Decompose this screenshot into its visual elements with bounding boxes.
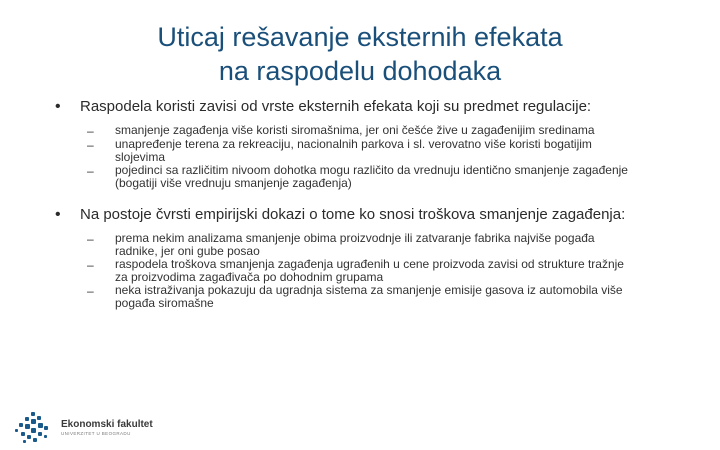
sub-list [87,232,637,310]
sub-item-text: smanjenje zagađenja više koristi siromašnima, jer oni češće žive u zagađenijim sredinama [115,123,595,137]
logo-text [61,419,153,438]
dash-symbol: – [87,284,94,298]
dash-symbol: – [87,232,94,246]
dash-symbol: – [87,164,94,178]
dash-symbol: – [87,258,94,272]
dash-symbol: – [87,138,94,152]
slide-title [40,20,680,88]
bullet-item [55,206,685,310]
sub-item [87,284,637,310]
logo-name: Ekonomski fakultet [61,418,153,430]
bullet-symbol: • [55,206,61,223]
sub-item-text: prema nekim analizama smanjenje obima proizvodnje ili zatvaranje fabrika najviše pogađa radnike, jer oni gube posao [115,231,595,258]
sub-item [87,164,637,190]
title-line-2: na raspodelu dohodaka [218,56,502,86]
slide-content [55,98,685,326]
bullet-text: Na postoje čvrsti empirijski dokazi o tome ko snosi troškova smanjenje zagađenja: [80,206,626,223]
dash-symbol: – [87,124,94,138]
sub-item [87,232,637,258]
sub-item-text: pojedinci sa različitim nivoom dohotka mogu različito da vrednuju identično smanjenje zagađenje (bogatiji više vrednuju smanjenje zagađenja) [115,163,628,190]
sub-list [87,124,637,190]
bullet-item [55,98,685,190]
title-line-1: Uticaj rešavanje eksternih efekata [157,22,563,52]
sub-item [87,258,637,284]
logo-subtitle: UNIVERZITET U BEOGRADU [61,430,131,436]
faculty-logo [15,408,165,448]
sub-item-text: neka istraživanja pokazuju da ugradnja sistema za smanjenje emisije gasova iz automobila više pogađa siromašne [115,283,623,310]
sub-item [87,124,637,138]
bullet-text: Raspodela koristi zavisi od vrste eksternih efekata koji su predmet regulacije: [80,98,592,115]
sub-item [87,138,637,164]
bullet-symbol: • [55,98,61,115]
sub-item-text: raspodela troškova smanjenja zagađenja ugrađenih u cene proizvoda zavisi od strukture tražnje za proizvodima zagađivača po dohodnim grupama [115,257,624,284]
dot-cluster-logo-icon [15,411,53,445]
sub-item-text: unapređenje terena za rekreaciju, nacionalnih parkova i sl. verovatno više koristi bogatijim slojevima [115,137,592,164]
